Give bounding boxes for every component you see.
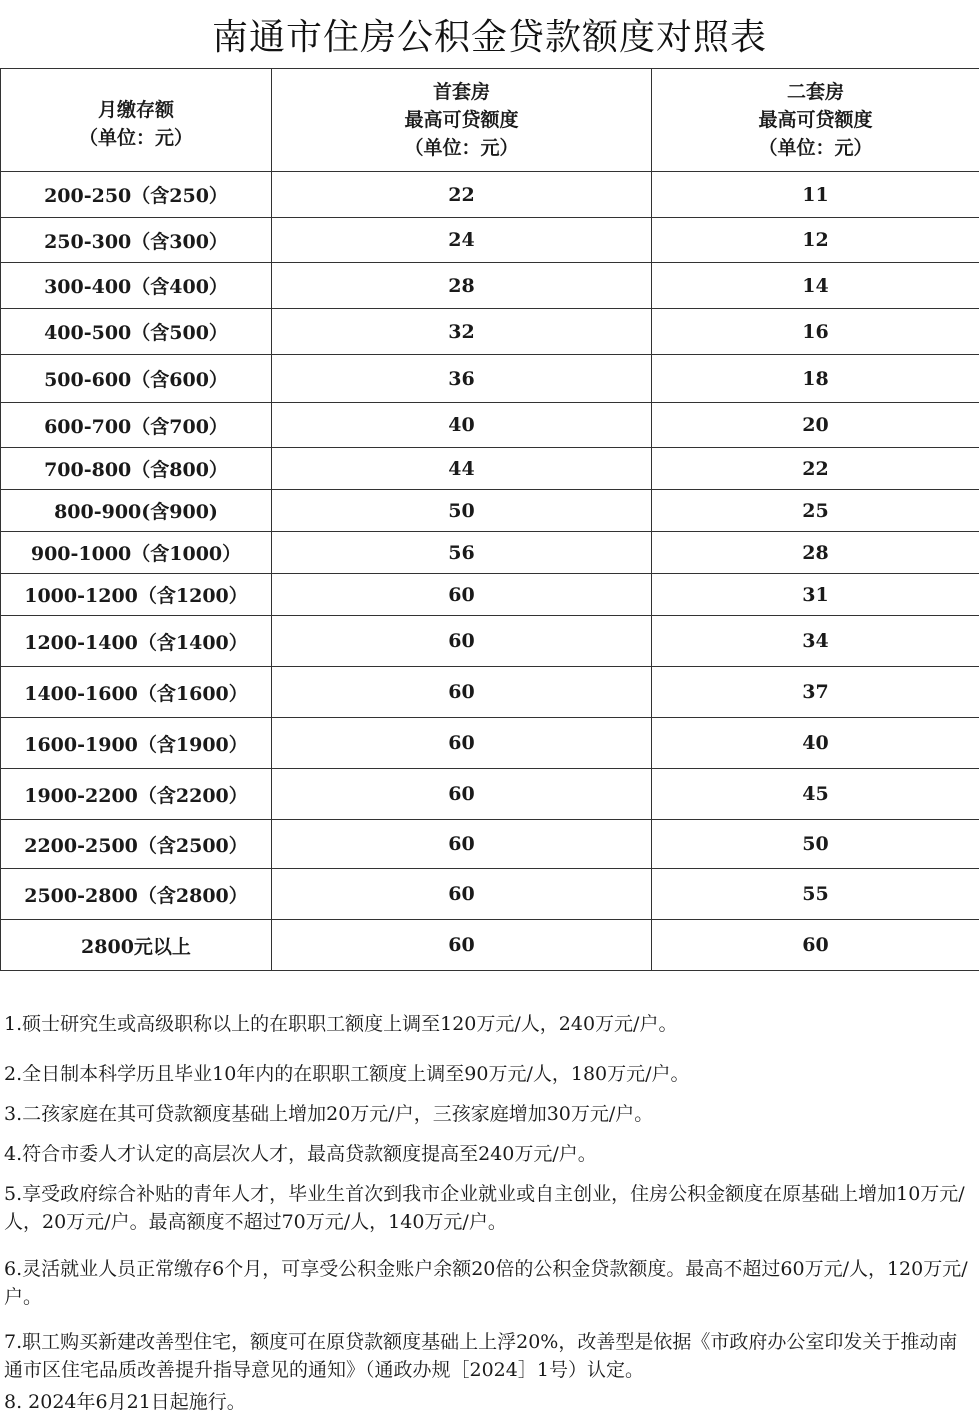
deposit-range-cell: 1900-2200（含2200） — [1, 769, 272, 820]
first-home-limit-cell: 50 — [272, 490, 652, 532]
deposit-range-cell: 1400-1600（含1600） — [1, 667, 272, 718]
second-home-limit-cell: 11 — [652, 172, 979, 218]
deposit-range-cell: 2800元以上 — [1, 920, 272, 971]
table-row — [1, 532, 979, 574]
first-home-limit-cell: 60 — [272, 718, 652, 769]
first-home-limit-cell: 60 — [272, 820, 652, 869]
second-home-limit-cell: 28 — [652, 532, 979, 574]
first-home-limit-cell: 44 — [272, 448, 652, 490]
header-monthly-deposit — [1, 69, 272, 172]
deposit-range-cell: 1600-1900（含1900） — [1, 718, 272, 769]
first-home-limit-cell: 60 — [272, 574, 652, 616]
first-home-limit-cell: 60 — [272, 920, 652, 971]
second-home-limit-cell: 37 — [652, 667, 979, 718]
note-item: 7.职工购买新建改善型住宅，额度可在原贷款额度基础上上浮20%，改善型是依据《市政府办公室印发关于推动南通市区住宅品质改善提升指导意见的通知》（通政办规［2024］1号）认定。 — [4, 1328, 970, 1384]
table-row — [1, 309, 979, 355]
table-row — [1, 769, 979, 820]
header-label: 首套房 — [272, 78, 651, 106]
note-item: 3.二孩家庭在其可贷款额度基础上增加20万元/户，三孩家庭增加30万元/户。 — [4, 1100, 970, 1128]
table-row — [1, 403, 979, 448]
header-unit: （单位：元） — [272, 134, 651, 162]
table-row — [1, 574, 979, 616]
header-label: 月缴存额 — [1, 96, 271, 124]
first-home-limit-cell: 36 — [272, 355, 652, 403]
loan-limit-table — [0, 68, 979, 971]
first-home-limit-cell: 24 — [272, 218, 652, 263]
second-home-limit-cell: 34 — [652, 616, 979, 667]
first-home-limit-cell: 60 — [272, 616, 652, 667]
deposit-range-cell: 400-500（含500） — [1, 309, 272, 355]
table-row — [1, 490, 979, 532]
second-home-limit-cell: 31 — [652, 574, 979, 616]
second-home-limit-cell: 45 — [652, 769, 979, 820]
deposit-range-cell: 1200-1400（含1400） — [1, 616, 272, 667]
note-item: 5.享受政府综合补贴的青年人才，毕业生首次到我市企业就业或自主创业，住房公积金额度在原基础上增加10万元/人，20万元/户。最高额度不超过70万元/人，140万元/户。 — [4, 1180, 970, 1236]
first-home-limit-cell: 28 — [272, 263, 652, 309]
header-first-home — [272, 69, 652, 172]
page-title: 南通市住房公积金贷款额度对照表 — [0, 0, 979, 68]
second-home-limit-cell: 14 — [652, 263, 979, 309]
second-home-limit-cell: 40 — [652, 718, 979, 769]
deposit-range-cell: 2500-2800（含2800） — [1, 869, 272, 920]
table-row — [1, 218, 979, 263]
first-home-limit-cell: 22 — [272, 172, 652, 218]
deposit-range-cell: 700-800（含800） — [1, 448, 272, 490]
table-row — [1, 448, 979, 490]
note-item: 6.灵活就业人员正常缴存6个月，可享受公积金账户余额20倍的公积金贷款额度。最高不超过60万元/人，120万元/户。 — [4, 1255, 970, 1311]
table-row — [1, 616, 979, 667]
table-row — [1, 667, 979, 718]
deposit-range-cell: 300-400（含400） — [1, 263, 272, 309]
second-home-limit-cell: 16 — [652, 309, 979, 355]
deposit-range-cell: 200-250（含250） — [1, 172, 272, 218]
note-item: 8. 2024年6月21日起施行。 — [4, 1388, 970, 1416]
note-item: 4.符合市委人才认定的高层次人才，最高贷款额度提高至240万元/户。 — [4, 1140, 970, 1168]
second-home-limit-cell: 18 — [652, 355, 979, 403]
table-row — [1, 920, 979, 971]
deposit-range-cell: 500-600（含600） — [1, 355, 272, 403]
first-home-limit-cell: 32 — [272, 309, 652, 355]
table-row — [1, 172, 979, 218]
deposit-range-cell: 800-900(含900) — [1, 490, 272, 532]
table-row — [1, 355, 979, 403]
table-row — [1, 263, 979, 309]
first-home-limit-cell: 60 — [272, 667, 652, 718]
table-row — [1, 820, 979, 869]
second-home-limit-cell: 60 — [652, 920, 979, 971]
table-header-row — [1, 69, 979, 172]
table-row — [1, 869, 979, 920]
second-home-limit-cell: 50 — [652, 820, 979, 869]
header-second-home — [652, 69, 979, 172]
header-label: 最高可贷额度 — [652, 106, 979, 134]
deposit-range-cell: 1000-1200（含1200） — [1, 574, 272, 616]
second-home-limit-cell: 55 — [652, 869, 979, 920]
deposit-range-cell: 900-1000（含1000） — [1, 532, 272, 574]
second-home-limit-cell: 12 — [652, 218, 979, 263]
table-row — [1, 718, 979, 769]
note-item: 1.硕士研究生或高级职称以上的在职职工额度上调至120万元/人，240万元/户。 — [4, 1010, 970, 1038]
second-home-limit-cell: 25 — [652, 490, 979, 532]
deposit-range-cell: 2200-2500（含2500） — [1, 820, 272, 869]
first-home-limit-cell: 60 — [272, 869, 652, 920]
header-unit: （单位：元） — [652, 134, 979, 162]
header-label: 二套房 — [652, 78, 979, 106]
note-item: 2.全日制本科学历且毕业10年内的在职职工额度上调至90万元/人，180万元/户。 — [4, 1060, 970, 1088]
deposit-range-cell: 600-700（含700） — [1, 403, 272, 448]
first-home-limit-cell: 56 — [272, 532, 652, 574]
second-home-limit-cell: 20 — [652, 403, 979, 448]
header-unit: （单位：元） — [1, 124, 271, 152]
deposit-range-cell: 250-300（含300） — [1, 218, 272, 263]
header-label: 最高可贷额度 — [272, 106, 651, 134]
first-home-limit-cell: 60 — [272, 769, 652, 820]
first-home-limit-cell: 40 — [272, 403, 652, 448]
second-home-limit-cell: 22 — [652, 448, 979, 490]
